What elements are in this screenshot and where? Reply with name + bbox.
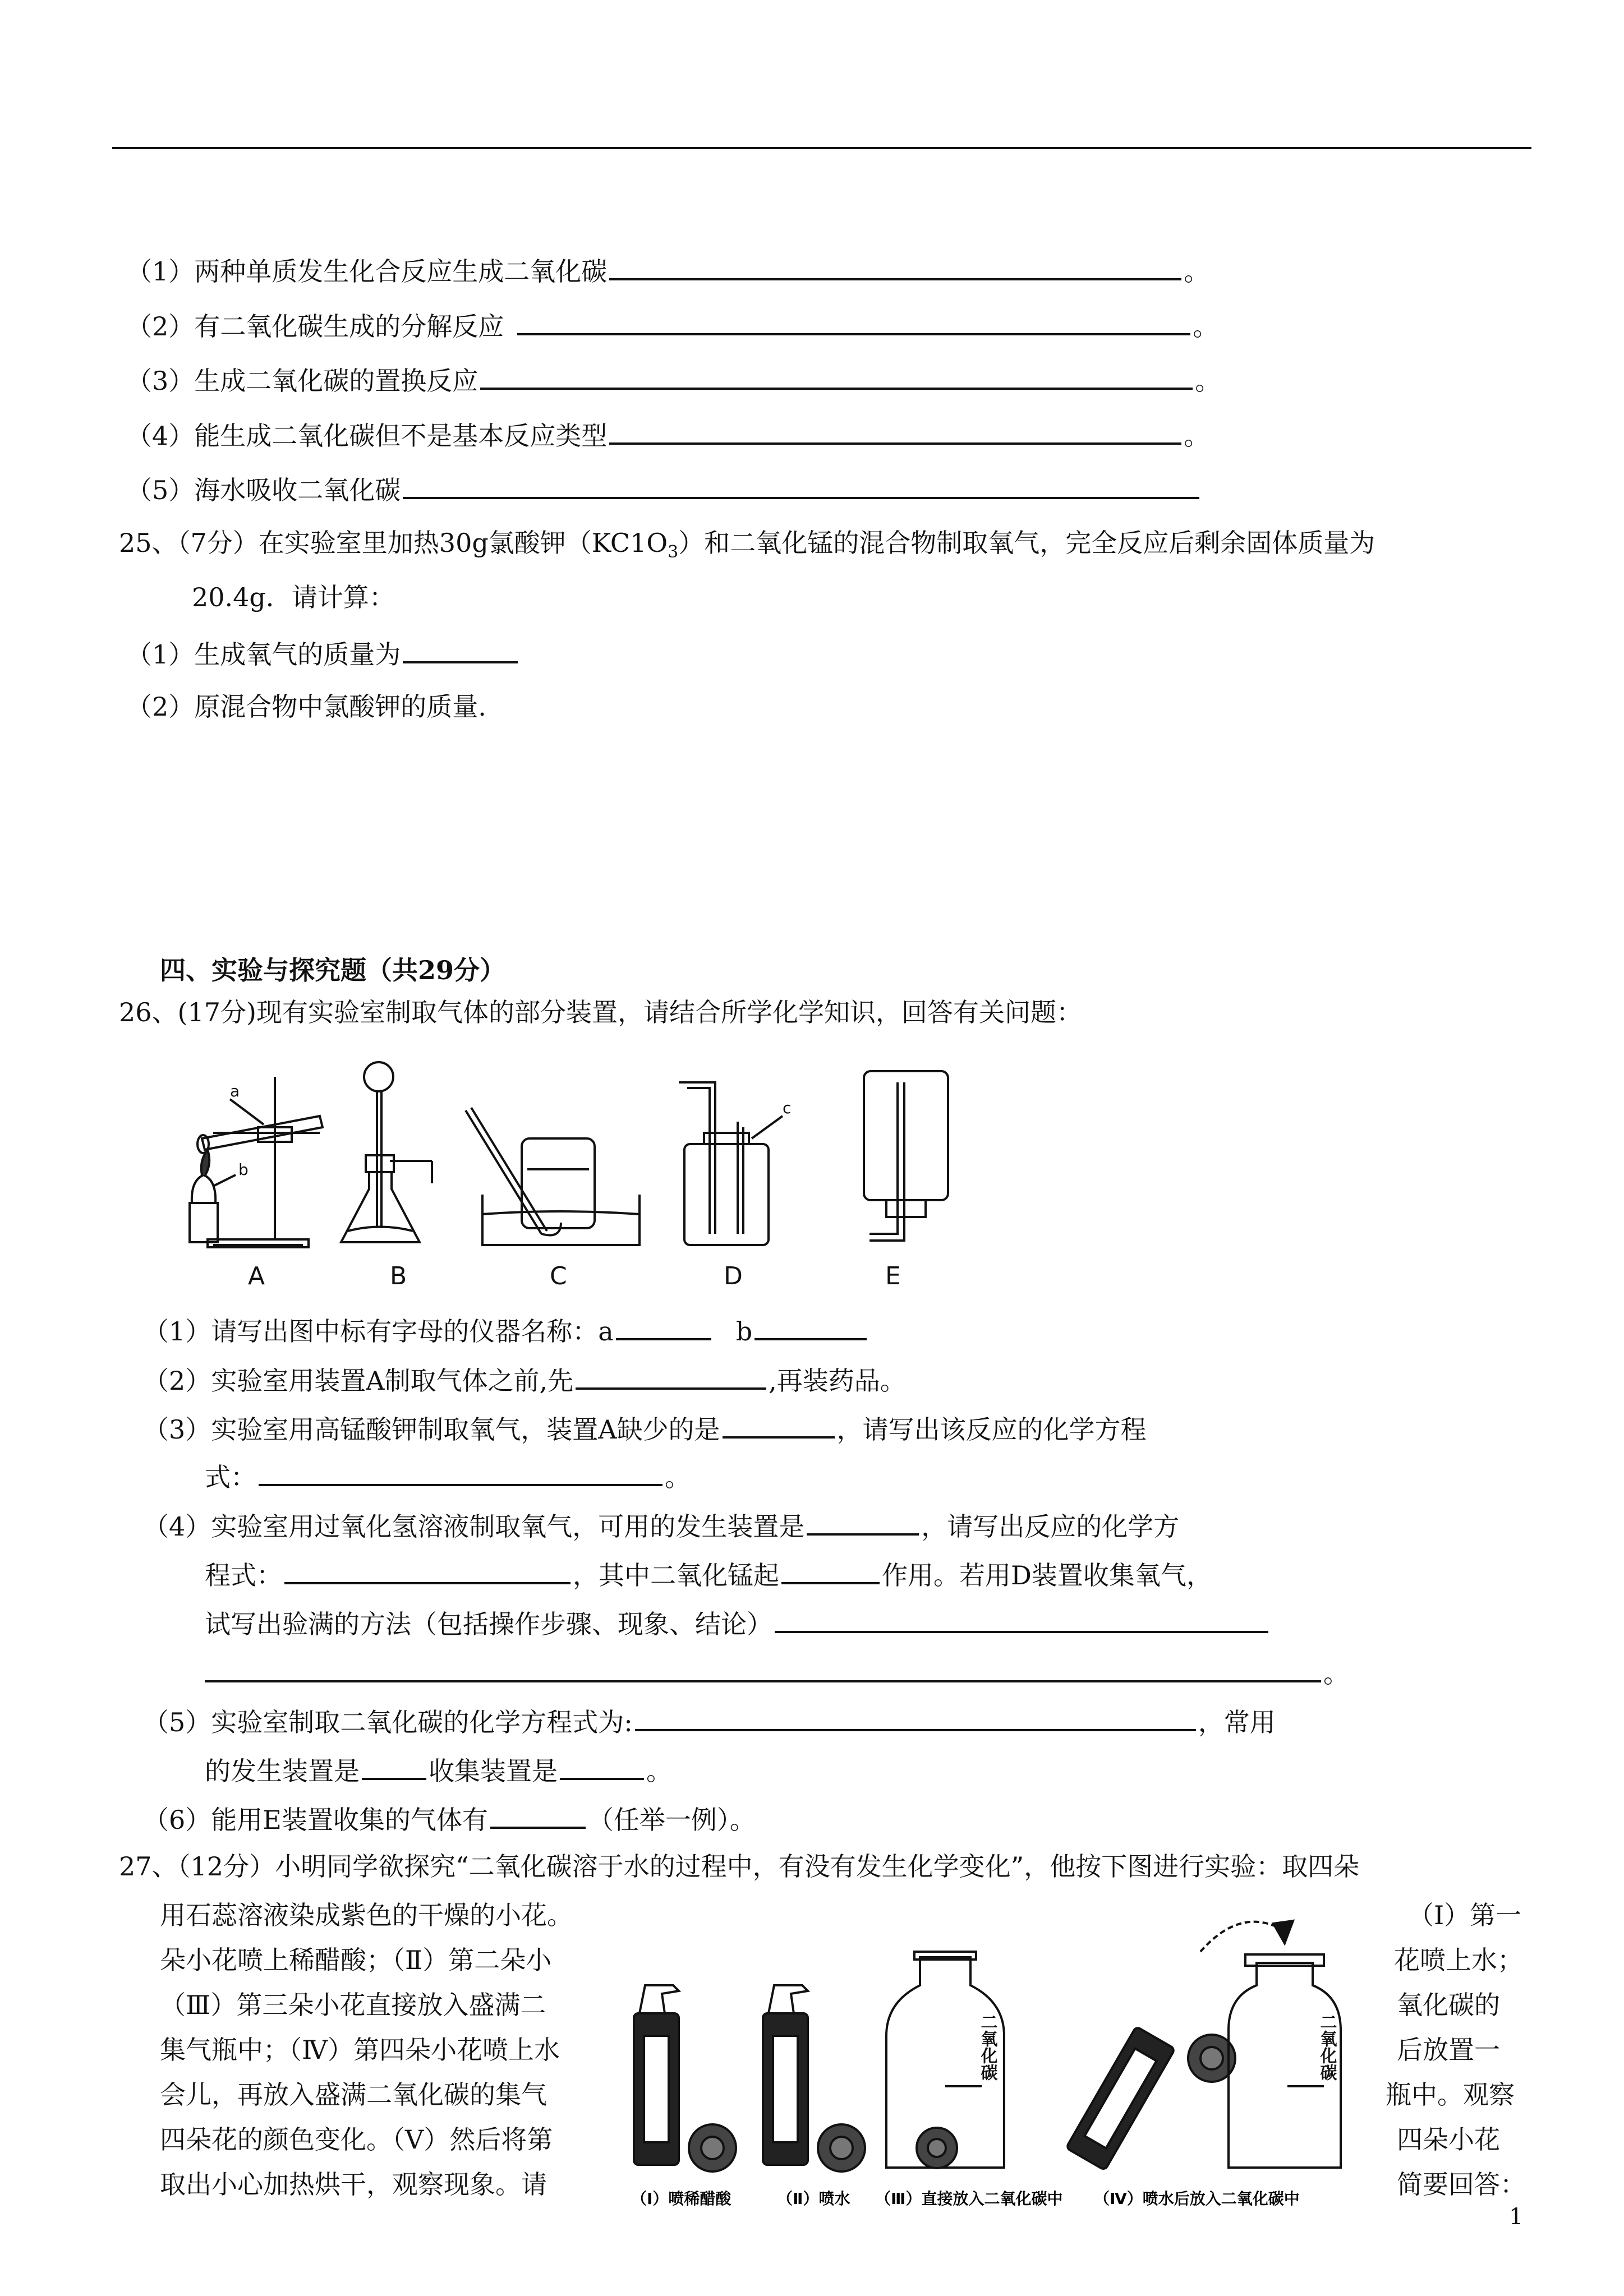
q26-item-2: （2）实验室用装置A制取气体之前,先 ,再装药品。	[143, 1362, 906, 1398]
q26-item-3: （3）实验室用高锰酸钾制取氧气，装置A缺少的是 ，请写出该反应的化学方程	[143, 1410, 1147, 1446]
label-c: c	[783, 1099, 792, 1117]
q25-item-2: （2）原混合物中氯酸钾的质量.	[126, 691, 486, 722]
q26-intro: 26、(17分)现有实验室制取气体的部分装置，请结合所学化学知识，回答有关问题：	[119, 997, 1082, 1027]
caption-2: （Ⅱ）喷水	[777, 2189, 850, 2208]
answer-blank[interactable]	[480, 362, 1193, 390]
apparatus-label-d: D	[724, 1262, 743, 1290]
q26-item-6: （6）能用E装置收集的气体有 （任举一例）。	[143, 1801, 756, 1837]
answer-blank[interactable]	[609, 417, 1181, 445]
answer-blank[interactable]	[781, 1556, 880, 1584]
apparatus-e-drawing	[864, 1071, 948, 1241]
section-title: 四、实验与探究题（共29分）	[160, 955, 506, 985]
q26-item-4: （4）实验室用过氧化氢溶液制取氧气，可用的发生装置是 ，请写出反应的化学方	[143, 1507, 1179, 1543]
q26-item-4-method: 试写出验满的方法（包括操作步骤、现象、结论）	[205, 1605, 1271, 1641]
answer-blank[interactable]	[616, 1312, 711, 1340]
spray-bottle-icon	[1066, 2026, 1175, 2170]
q24-item-1: （1）两种单质发生化合反应生成二氧化碳 。	[126, 252, 1209, 288]
flower-icon	[818, 2124, 865, 2171]
q27-line-3-left: 朵小花喷上稀醋酸；（Ⅱ）第二朵小	[160, 1945, 552, 1975]
apparatus-label-b: B	[390, 1262, 407, 1290]
q27-line-2-right: （Ⅰ）第一	[1408, 1900, 1522, 1930]
answer-blank[interactable]	[362, 1752, 426, 1780]
answer-blank[interactable]	[755, 1312, 867, 1340]
answer-blank[interactable]	[609, 252, 1181, 280]
q24-item-4: （4）能生成二氧化碳但不是基本反应类型 。	[126, 417, 1209, 453]
q27-line-5-right: 后放置一	[1397, 2035, 1500, 2065]
q24-item-2: （2）有二氧化碳生成的分解反应 。	[126, 307, 1218, 343]
flower-icon	[917, 2128, 957, 2168]
answer-blank[interactable]	[775, 1605, 1268, 1633]
q26-item-3-cont: 式： 。	[205, 1458, 691, 1494]
q27-line-6-left: 会儿，再放入盛满二氧化碳的集气	[160, 2080, 547, 2110]
answer-blank[interactable]	[403, 635, 518, 663]
answer-blank[interactable]	[723, 1410, 835, 1439]
q27-line-2-left: 用石蕊溶液染成紫色的干燥的小花。	[160, 1900, 573, 1930]
spray-bottle-icon	[763, 1985, 808, 2165]
answer-blank[interactable]	[576, 1362, 766, 1390]
answer-blank[interactable]	[259, 1458, 663, 1486]
q24-item-5: （5）海水吸收二氧化碳	[126, 471, 1202, 507]
apparatus-figure	[168, 1054, 1010, 1267]
apparatus-b-drawing	[341, 1062, 432, 1242]
answer-blank[interactable]	[490, 1801, 586, 1829]
q26-item-4-method-cont: 。	[205, 1654, 1349, 1690]
q27-line-4-left: （Ⅲ）第三朵小花直接放入盛满二	[160, 1990, 546, 2020]
q25-line-2: 20.4g．请计算：	[192, 582, 395, 612]
q27-line-8-right: 简要回答：	[1397, 2169, 1526, 2200]
page-number: 1	[1509, 2204, 1524, 2230]
apparatus-a-drawing	[190, 1077, 323, 1247]
q27-line-6-right: 瓶中。观察	[1386, 2080, 1515, 2110]
answer-blank[interactable]	[205, 1654, 1321, 1682]
bottle-label-2: 二氧化碳	[1317, 2013, 1337, 2081]
answer-blank[interactable]	[517, 307, 1190, 335]
apparatus-label-e: E	[885, 1262, 901, 1290]
q26-item-1: （1）请写出图中标有字母的仪器名称：a b	[143, 1312, 869, 1348]
q25-line-1: 25、（7分）在实验室里加热30g氯酸钾$(KC1O_3)$和二氧化锰的混合物制取氧气，完全反应后剩余固体质量为	[119, 528, 1375, 562]
q24-item-3: （3）生成二氧化碳的置换反应 。	[126, 362, 1221, 398]
apparatus-label-a: A	[248, 1262, 265, 1290]
header-rule	[112, 147, 1531, 149]
flower-experiment-figure	[623, 1901, 1391, 2210]
q27-line-4-right: 氧化碳的	[1397, 1990, 1500, 2020]
curved-arrow-icon	[1200, 1921, 1293, 1952]
q25-item-1: （1）生成氧气的质量为	[126, 635, 520, 671]
q26-item-5-cont: 的发生装置是 收集装置是 。	[205, 1752, 672, 1788]
q26-item-5: （5）实验室制取二氧化碳的化学方程式为: ，常用	[143, 1703, 1276, 1739]
caption-4: （Ⅳ）喷水后放入二氧化碳中	[1094, 2189, 1300, 2208]
apparatus-d-drawing	[679, 1082, 783, 1245]
q27-line-5-left: 集气瓶中；（Ⅳ）第四朵小花喷上水	[160, 2035, 560, 2065]
q27-line-7-left: 四朵花的颜色变化。（Ⅴ）然后将第	[160, 2124, 553, 2155]
label-a: a	[230, 1082, 240, 1100]
flower-icon	[689, 2124, 736, 2171]
spray-bottle-icon	[634, 1985, 679, 2165]
q27-line-8-left: 取出小心加热烘干，观察现象。请	[160, 2169, 547, 2200]
q27-line-7-right: 四朵小花	[1397, 2124, 1500, 2155]
q27-line-3-right: 花喷上水；	[1394, 1945, 1523, 1975]
answer-blank[interactable]	[284, 1556, 571, 1584]
bottle-label-1: 二氧化碳	[977, 2013, 997, 2081]
apparatus-c-drawing	[466, 1108, 640, 1245]
answer-blank[interactable]	[807, 1507, 919, 1536]
apparatus-label-c: C	[550, 1262, 567, 1290]
answer-blank[interactable]	[403, 471, 1199, 499]
q27-line-1: 27、（12分）小明同学欲探究“二氧化碳溶于水的过程中，有没有发生化学变化”，他按下图进行实验：取四朵	[119, 1851, 1360, 1882]
answer-blank[interactable]	[560, 1752, 644, 1780]
caption-3: （Ⅲ）直接放入二氧化碳中	[875, 2189, 1063, 2208]
q26-item-4-cont: 程式： ，其中二氧化锰起 作用。若用D装置收集氧气，	[205, 1556, 1212, 1592]
caption-1: （Ⅰ）喷稀醋酸	[631, 2189, 732, 2208]
label-b: b	[238, 1160, 249, 1179]
answer-blank[interactable]	[635, 1703, 1196, 1731]
